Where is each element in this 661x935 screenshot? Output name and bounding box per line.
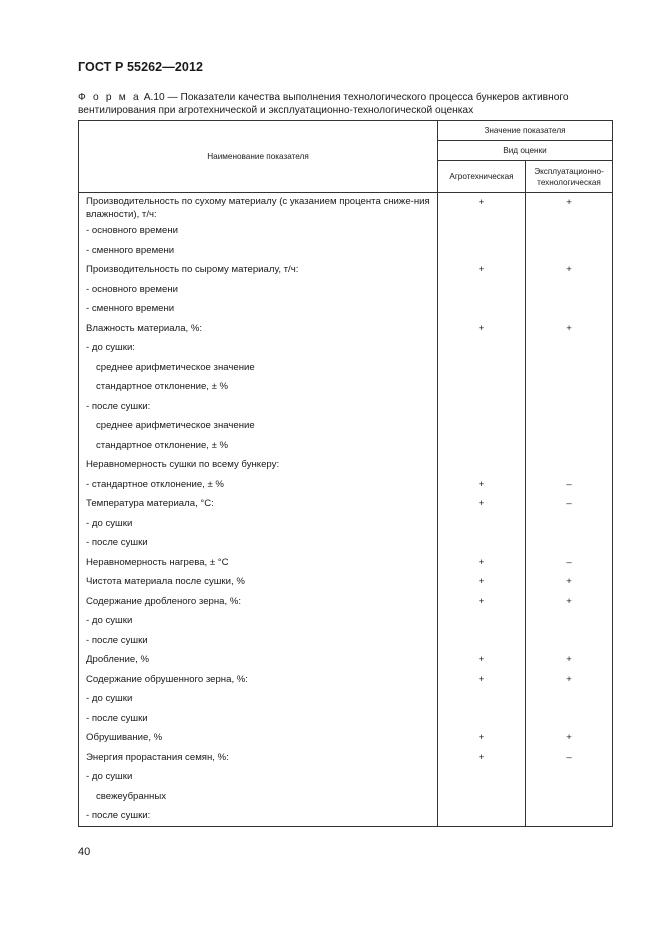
agrotechnical-mark <box>438 436 525 456</box>
operational-mark <box>526 338 612 358</box>
agrotechnical-mark: + <box>478 673 485 685</box>
indicator-row-label: стандартное отклонение, ± % <box>96 439 229 451</box>
agrotechnical-mark <box>438 280 525 300</box>
indicator-row-label: - после сушки: <box>86 810 151 821</box>
indicator-row-label: стандартное отклонение, ± % <box>96 381 229 392</box>
operational-mark <box>526 787 612 807</box>
indicator-row-label: Дробление, % <box>86 654 150 665</box>
operational-mark <box>526 689 612 709</box>
agrotechnical-mark <box>438 455 525 475</box>
agrotechnical-mark <box>438 514 525 534</box>
header-assessment-kind: Вид оценки <box>438 141 613 161</box>
agrotechnical-mark <box>438 397 525 417</box>
indicator-row-label: Содержание обрушенного зерна, %: <box>86 673 248 685</box>
operational-mark: – <box>566 556 572 568</box>
operational-mark <box>526 767 612 787</box>
agrotechnical-mark: + <box>478 595 485 607</box>
caption-form-word: Ф о р м а <box>78 92 141 103</box>
indicator-row-label: Влажность материала, %: <box>86 322 203 334</box>
indicator-row-label: Неравномерность нагрева, ± °С <box>86 556 229 568</box>
indicator-row-label: - до сушки <box>86 771 133 782</box>
operational-mark: – <box>566 751 572 763</box>
agrotechnical-mark: + <box>478 576 485 587</box>
agrotechnical-mark: + <box>478 264 485 275</box>
indicator-row-label: - сменного времени <box>86 303 175 314</box>
agrotechnical-mark <box>438 709 525 729</box>
indicator-row-label: - до сушки <box>86 517 133 529</box>
operational-mark: + <box>566 322 572 334</box>
agrotechnical-mark <box>438 806 525 826</box>
agrotechnical-mark <box>438 221 525 241</box>
indicator-row-label: Содержание дробленого зерна, %: <box>86 595 242 607</box>
operational-mark <box>526 397 612 417</box>
indicator-row-label: - до сушки: <box>86 342 135 353</box>
operational-mark <box>526 611 612 631</box>
indicator-row-label: - до сушки <box>86 615 133 626</box>
indicator-row-label: - сменного времени <box>86 244 175 256</box>
agrotechnical-mark: + <box>478 498 485 509</box>
operational-mark <box>526 436 612 456</box>
operational-mark <box>526 221 612 241</box>
agrotechnical-marks-column <box>438 193 526 827</box>
agrotechnical-mark <box>438 377 525 397</box>
document-header: ГОСТ Р 55262—2012 <box>78 60 204 74</box>
indicator-row-label: среднее арифметическое значение <box>96 420 255 431</box>
operational-mark: + <box>566 264 572 275</box>
operational-mark <box>526 709 612 729</box>
agrotechnical-mark: + <box>478 556 485 568</box>
agrotechnical-mark: + <box>478 654 485 665</box>
operational-mark <box>526 416 612 436</box>
indicator-row-label: - основного времени <box>86 225 179 236</box>
agrotechnical-mark <box>438 358 525 378</box>
agrotechnical-mark: + <box>478 732 485 743</box>
operational-mark: – <box>566 478 572 490</box>
agrotechnical-mark: + <box>478 478 485 490</box>
table-caption <box>78 92 618 117</box>
operational-mark <box>526 377 612 397</box>
indicator-row-label: среднее арифметическое значение <box>96 361 255 373</box>
operational-mark: + <box>566 673 572 685</box>
header-indicator-name: Наименование показателя <box>79 121 438 193</box>
agrotechnical-mark: + <box>478 751 485 763</box>
operational-marks-column <box>526 193 613 827</box>
operational-mark <box>526 514 612 534</box>
operational-mark: – <box>566 498 572 509</box>
indicator-names-column <box>79 193 438 827</box>
agrotechnical-mark <box>438 241 525 261</box>
header-operational: Эксплуатационно-технологическая <box>526 161 613 193</box>
operational-mark <box>526 631 612 651</box>
page-number: 40 <box>78 846 91 858</box>
indicator-row-label: Производительность по сырому материалу, т/ч: <box>86 264 299 275</box>
operational-mark: + <box>566 732 572 743</box>
indicator-row-label: Производительность по сухому материалу (с указанием процента сниже-ния влажности), т/ч: <box>86 196 430 220</box>
indicator-row-label: - основного времени <box>86 283 179 295</box>
quality-indicators-table <box>78 120 613 827</box>
agrotechnical-mark: + <box>478 197 485 208</box>
agrotechnical-mark <box>438 338 525 358</box>
indicator-row-label: Энергия прорастания семян, %: <box>86 751 229 763</box>
indicator-row-label: - стандартное отклонение, ± % <box>86 478 224 490</box>
agrotechnical-mark <box>438 787 525 807</box>
indicator-row-label: - после сушки <box>86 537 148 548</box>
agrotechnical-mark <box>438 299 525 319</box>
indicator-row-label: - до сушки <box>86 693 133 704</box>
agrotechnical-mark <box>438 416 525 436</box>
operational-mark <box>526 358 612 378</box>
header-indicator-value: Значение показателя <box>438 121 613 141</box>
agrotechnical-mark <box>438 767 525 787</box>
agrotechnical-mark <box>438 611 525 631</box>
indicator-row-label: Чистота материала после сушки, % <box>86 576 245 587</box>
indicator-row-label: - после сушки <box>86 634 148 646</box>
indicator-row-label: - после сушки <box>86 712 148 724</box>
agrotechnical-mark <box>438 533 525 553</box>
indicator-row-label: Неравномерность сушки по всему бункеру: <box>86 459 280 470</box>
operational-mark <box>526 806 612 826</box>
agrotechnical-mark <box>438 631 525 651</box>
operational-mark: + <box>566 654 572 665</box>
operational-mark <box>526 280 612 300</box>
operational-mark <box>526 533 612 553</box>
agrotechnical-mark: + <box>478 322 485 334</box>
indicator-row-label: Обрушивание, % <box>86 732 163 743</box>
operational-mark <box>526 299 612 319</box>
operational-mark: + <box>566 197 572 208</box>
operational-mark: + <box>566 595 572 607</box>
agrotechnical-mark <box>438 689 525 709</box>
indicator-row-label: - после сушки: <box>86 400 151 412</box>
operational-mark <box>526 241 612 261</box>
operational-mark <box>526 455 612 475</box>
indicator-row-label: свежеубранных <box>96 790 167 802</box>
indicator-row-label: Температура материала, °С: <box>86 498 214 509</box>
operational-mark: + <box>566 576 572 587</box>
caption-text: А.10 — Показатели качества выполнения технологического процесса бункеров активного вентилирования при агротехнической и эксплуатационно-технологической оценках <box>78 92 569 116</box>
header-agrotechnical: Агротехническая <box>438 161 526 193</box>
